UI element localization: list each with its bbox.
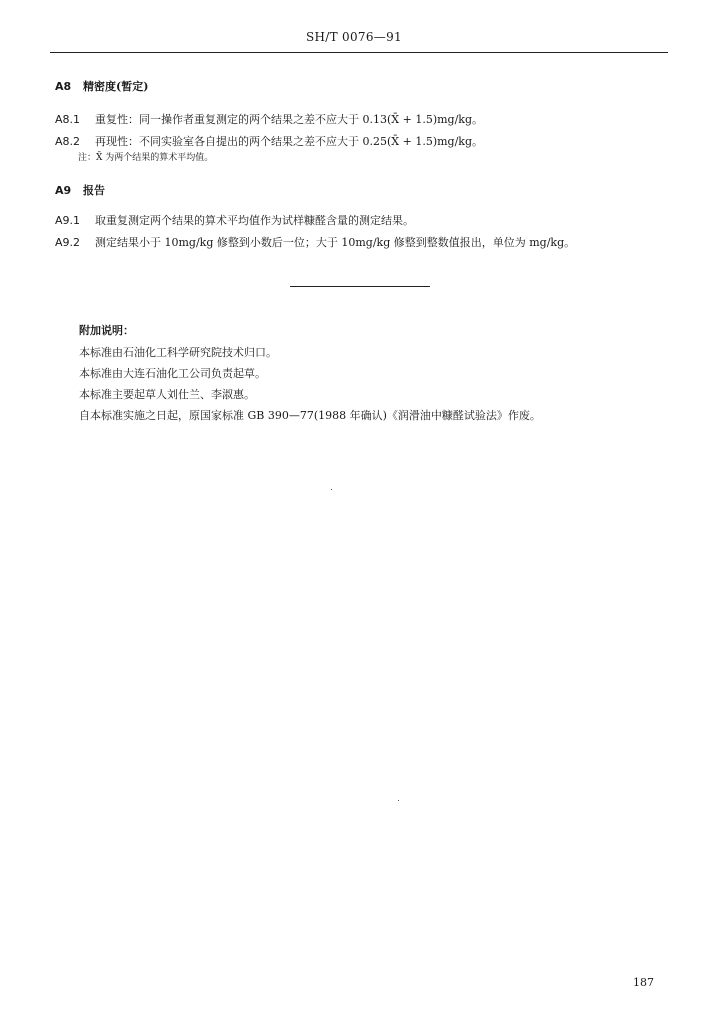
- clause-a9-2: [55, 236, 575, 250]
- additional-title: 附加说明：: [79, 324, 134, 337]
- clause-text: 重复性：同一操作者重复测定的两个结果之差不应大于 0.13(X̄ + 1.5)mg/kg。: [95, 113, 483, 126]
- section-a8-heading: [55, 80, 148, 94]
- section-title: 报告: [83, 184, 105, 197]
- clause-a8-1: [55, 113, 483, 127]
- section-a9-heading: [55, 184, 105, 198]
- additional-line: 本标准由石油化工科学研究院技术归口。: [79, 346, 277, 359]
- end-rule: [290, 286, 430, 287]
- section-title: 精密度(暂定): [83, 80, 149, 93]
- additional-line: 自本标准实施之日起，原国家标准 GB 390—77(1988 年确认)《润滑油中糠醛试验法》作废。: [79, 409, 541, 422]
- scan-speck: [331, 489, 332, 490]
- section-number: A8: [55, 80, 72, 93]
- header-rule: [50, 52, 668, 53]
- note: 注：X̄ 为两个结果的算术平均值。: [78, 153, 214, 163]
- clause-a8-2: [55, 135, 483, 149]
- clause-number: A9.2: [55, 236, 81, 249]
- clause-text: 取重复测定两个结果的算术平均值作为试样糠醛含量的测定结果。: [95, 214, 414, 227]
- clause-number: A9.1: [55, 214, 81, 227]
- clause-number: A8.1: [55, 113, 81, 126]
- clause-number: A8.2: [55, 135, 81, 148]
- page-number: 187: [633, 976, 654, 989]
- standard-code: SH/T 0076—91: [306, 30, 402, 44]
- clause-a9-1: [55, 214, 414, 228]
- additional-line: 本标准主要起草人刘仕兰、李淑惠。: [79, 388, 255, 401]
- scan-speck: [398, 800, 399, 801]
- clause-text: 再现性：不同实验室各自提出的两个结果之差不应大于 0.25(X̄ + 1.5)mg/kg。: [95, 135, 483, 148]
- additional-line: 本标准由大连石油化工公司负责起草。: [79, 367, 266, 380]
- section-number: A9: [55, 184, 72, 197]
- clause-text: 测定结果小于 10mg/kg 修整到小数后一位；大于 10mg/kg 修整到整数值报出，单位为 mg/kg。: [95, 236, 576, 249]
